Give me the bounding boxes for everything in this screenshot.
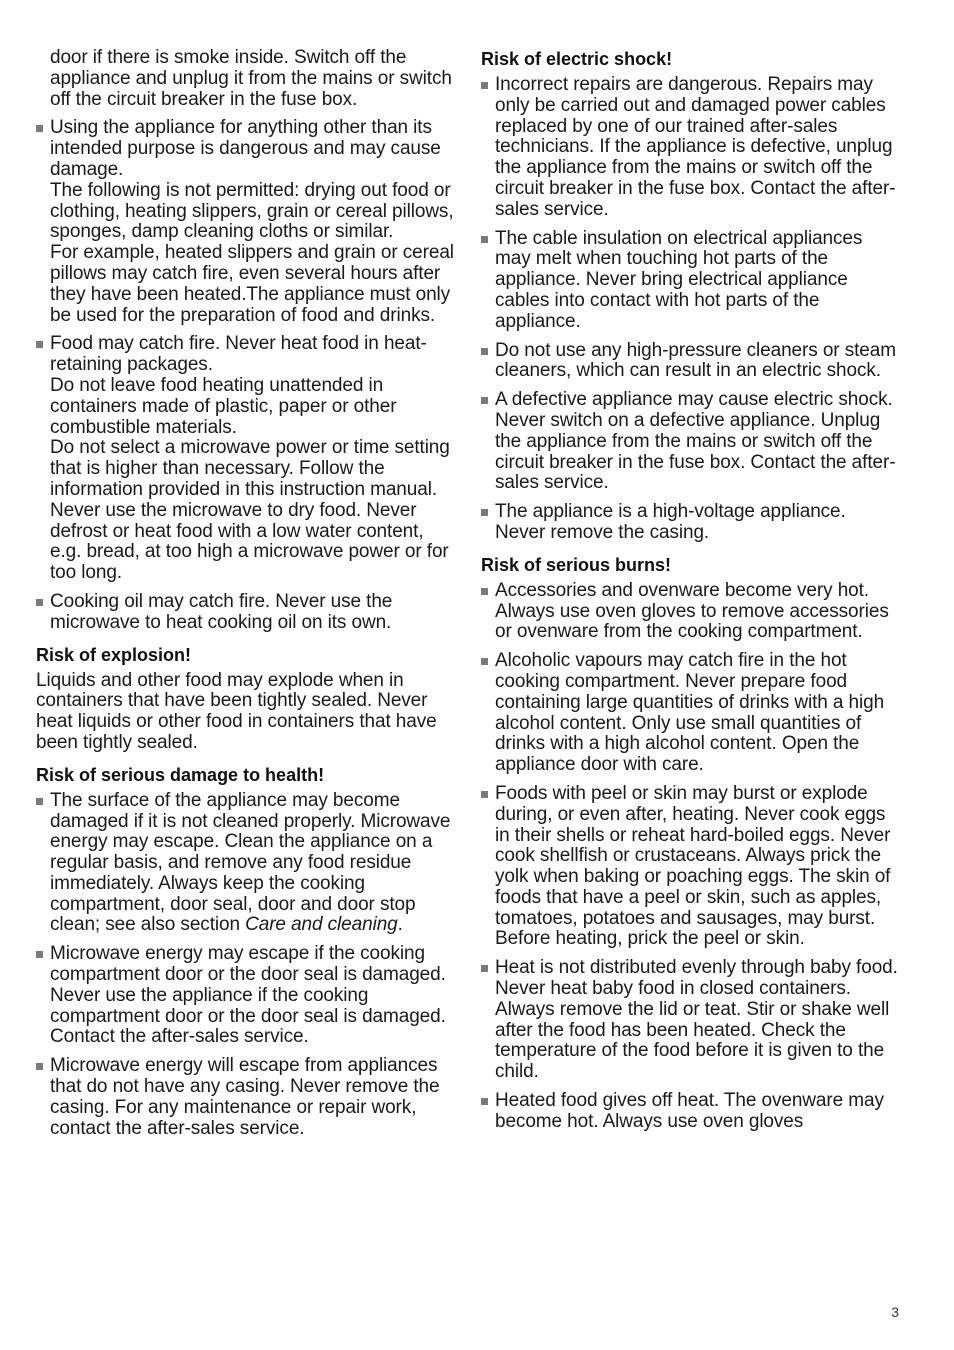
item-text: Accessories and ovenware become very hot. Always use oven gloves to remove accessories or ovenware from the cooking compartment. — [495, 579, 889, 643]
list-item — [36, 592, 454, 634]
item-text — [50, 791, 454, 937]
item-text-part: The surface of the appliance may become damaged if it is not cleaned properly. Microwave energy may escape. Clean the appliance on a regular basis, and remove any food residue immediately. Always keep the cooking compartment, door seal, door and door stop clean; see also section — [50, 789, 451, 936]
list-item — [36, 118, 454, 326]
bullet-icon — [481, 965, 488, 972]
item-text: For example, heated slippers and grain or cereal pillows may catch fire, even several hours after they have been heated.The appliance must only be used for the preparation of food and drinks. — [50, 242, 454, 326]
list-item — [481, 651, 901, 776]
continued-paragraph: door if there is smoke inside. Switch off the appliance and unplug it from the mains or switch off the circuit breaker in the fuse box. — [50, 47, 452, 110]
item-text: Heated food gives off heat. The ovenware may become hot. Always use oven gloves — [495, 1090, 884, 1132]
list-item — [481, 581, 901, 643]
bullet-icon — [481, 588, 488, 595]
explosion-text: Liquids and other food may explode when in containers that have been tightly sealed. Never heat liquids or other food in containers that have been tightly sealed. — [36, 669, 437, 753]
list-item — [481, 229, 901, 333]
item-text: Heat is not distributed evenly through baby food. Never heat baby food in closed containers. Always remove the lid or teat. Stir or shake well after the food has been heated. Check the temperature of the food before it is given to the child. — [495, 957, 898, 1083]
list-item — [36, 944, 454, 1048]
item-text: Do not leave food heating unattended in containers made of plastic, paper or other combustible materials. — [50, 374, 397, 438]
bullet-icon — [481, 236, 488, 243]
list-item — [36, 1056, 454, 1139]
bullet-icon — [481, 791, 488, 798]
page-number: 3 — [891, 1304, 899, 1320]
left-column — [36, 48, 454, 1147]
bullet-icon — [36, 951, 43, 958]
item-text: Microwave energy will escape from appliances that do not have any casing. Never remove the casing. For any maintenance or repair work, contact the after-sales service. — [50, 1055, 440, 1139]
list-item — [36, 334, 454, 584]
list-item — [481, 958, 901, 1083]
heading-serious-burns: Risk of serious burns! — [481, 554, 672, 575]
list-item — [481, 1091, 901, 1133]
item-text: The appliance is a high-voltage appliance. Never remove the casing. — [495, 501, 846, 543]
bullet-icon — [481, 1098, 488, 1105]
item-text: The cable insulation on electrical appliances may melt when touching hot parts of the appliance. Never bring electrical appliance cables into contact with hot parts of the appliance. — [495, 227, 863, 332]
bullet-icon — [36, 341, 43, 348]
bullet-icon — [481, 658, 488, 665]
bullet-icon — [36, 1063, 43, 1070]
item-text: Cooking oil may catch fire. Never use the microwave to heat cooking oil on its own. — [50, 590, 393, 633]
heading-electric-shock: Risk of electric shock! — [481, 49, 673, 69]
list-item — [481, 341, 901, 383]
heading-health: Risk of serious damage to health! — [36, 764, 325, 785]
bullet-icon — [481, 348, 488, 355]
list-item — [36, 791, 454, 937]
right-column — [481, 48, 901, 1141]
bullet-icon — [36, 125, 43, 132]
heading-explosion: Risk of explosion! — [36, 644, 192, 665]
list-item — [481, 784, 901, 950]
bullet-icon — [481, 82, 488, 89]
bullet-icon — [481, 397, 488, 404]
bullet-icon — [36, 599, 43, 606]
list-item — [481, 502, 901, 544]
item-text: Microwave energy may escape if the cooking compartment door or the door seal is damaged. Never use the appliance if the cooking compartment door or the door seal is damaged. Contact the after-sales service. — [50, 943, 446, 1048]
item-text: Never use the microwave to dry food. Never defrost or heat food with a low water content, e.g. bread, at too high a microwave power or for too long. — [50, 499, 449, 584]
bullet-icon — [481, 509, 488, 516]
item-text: Foods with peel or skin may burst or explode during, or even after, heating. Never cook eggs in their shells or reheat hard-boiled eggs. Never cook shellfish or crustaceans. Always prick the yolk when baking or poaching eggs. The skin of foods that have a peel or skin, such as apples, tomatoes, potatoes and sausages, may burst. Before heating, prick the peel or skin. — [495, 782, 891, 950]
section-reference: Care and cleaning — [245, 914, 398, 936]
list-item — [481, 75, 901, 221]
list-item — [481, 390, 901, 494]
item-text: Food may catch fire. Never heat food in heat-retaining packages. — [50, 333, 427, 376]
item-text: Alcoholic vapours may catch fire in the hot cooking compartment. Never prepare food containing large quantities of drinks with a high alcohol content. Only use small quantities of drinks with a high alcohol content. Open the appliance door with care. — [495, 650, 885, 776]
bullet-icon — [36, 798, 43, 805]
item-text: Do not select a microwave power or time setting that is higher than necessary. Follow the information provided in this instruction manual. — [50, 437, 450, 500]
item-text: Incorrect repairs are dangerous. Repairs may only be carried out and damaged power cables replaced by one of our trained after-sales technicians. If the appliance is defective, unplug the appliance from the mains or switch off the circuit breaker in the fuse box. Contact the after-sales service. — [495, 74, 896, 220]
item-text-end: . — [397, 914, 403, 936]
item-text: Do not use any high-pressure cleaners or steam cleaners, which can result in an electric shock. — [495, 339, 896, 382]
item-text: Using the appliance for anything other than its intended purpose is dangerous and may cause damage. — [50, 117, 441, 180]
item-text: A defective appliance may cause electric shock. Never switch on a defective appliance. Unplug the appliance from the mains or switch off the circuit breaker in the fuse box. Contact the after-sales service. — [495, 389, 896, 494]
item-text: The following is not permitted: drying out food or clothing, heating slippers, grain or cereal pillows, sponges, damp cleaning cloths or similar. — [50, 179, 454, 243]
